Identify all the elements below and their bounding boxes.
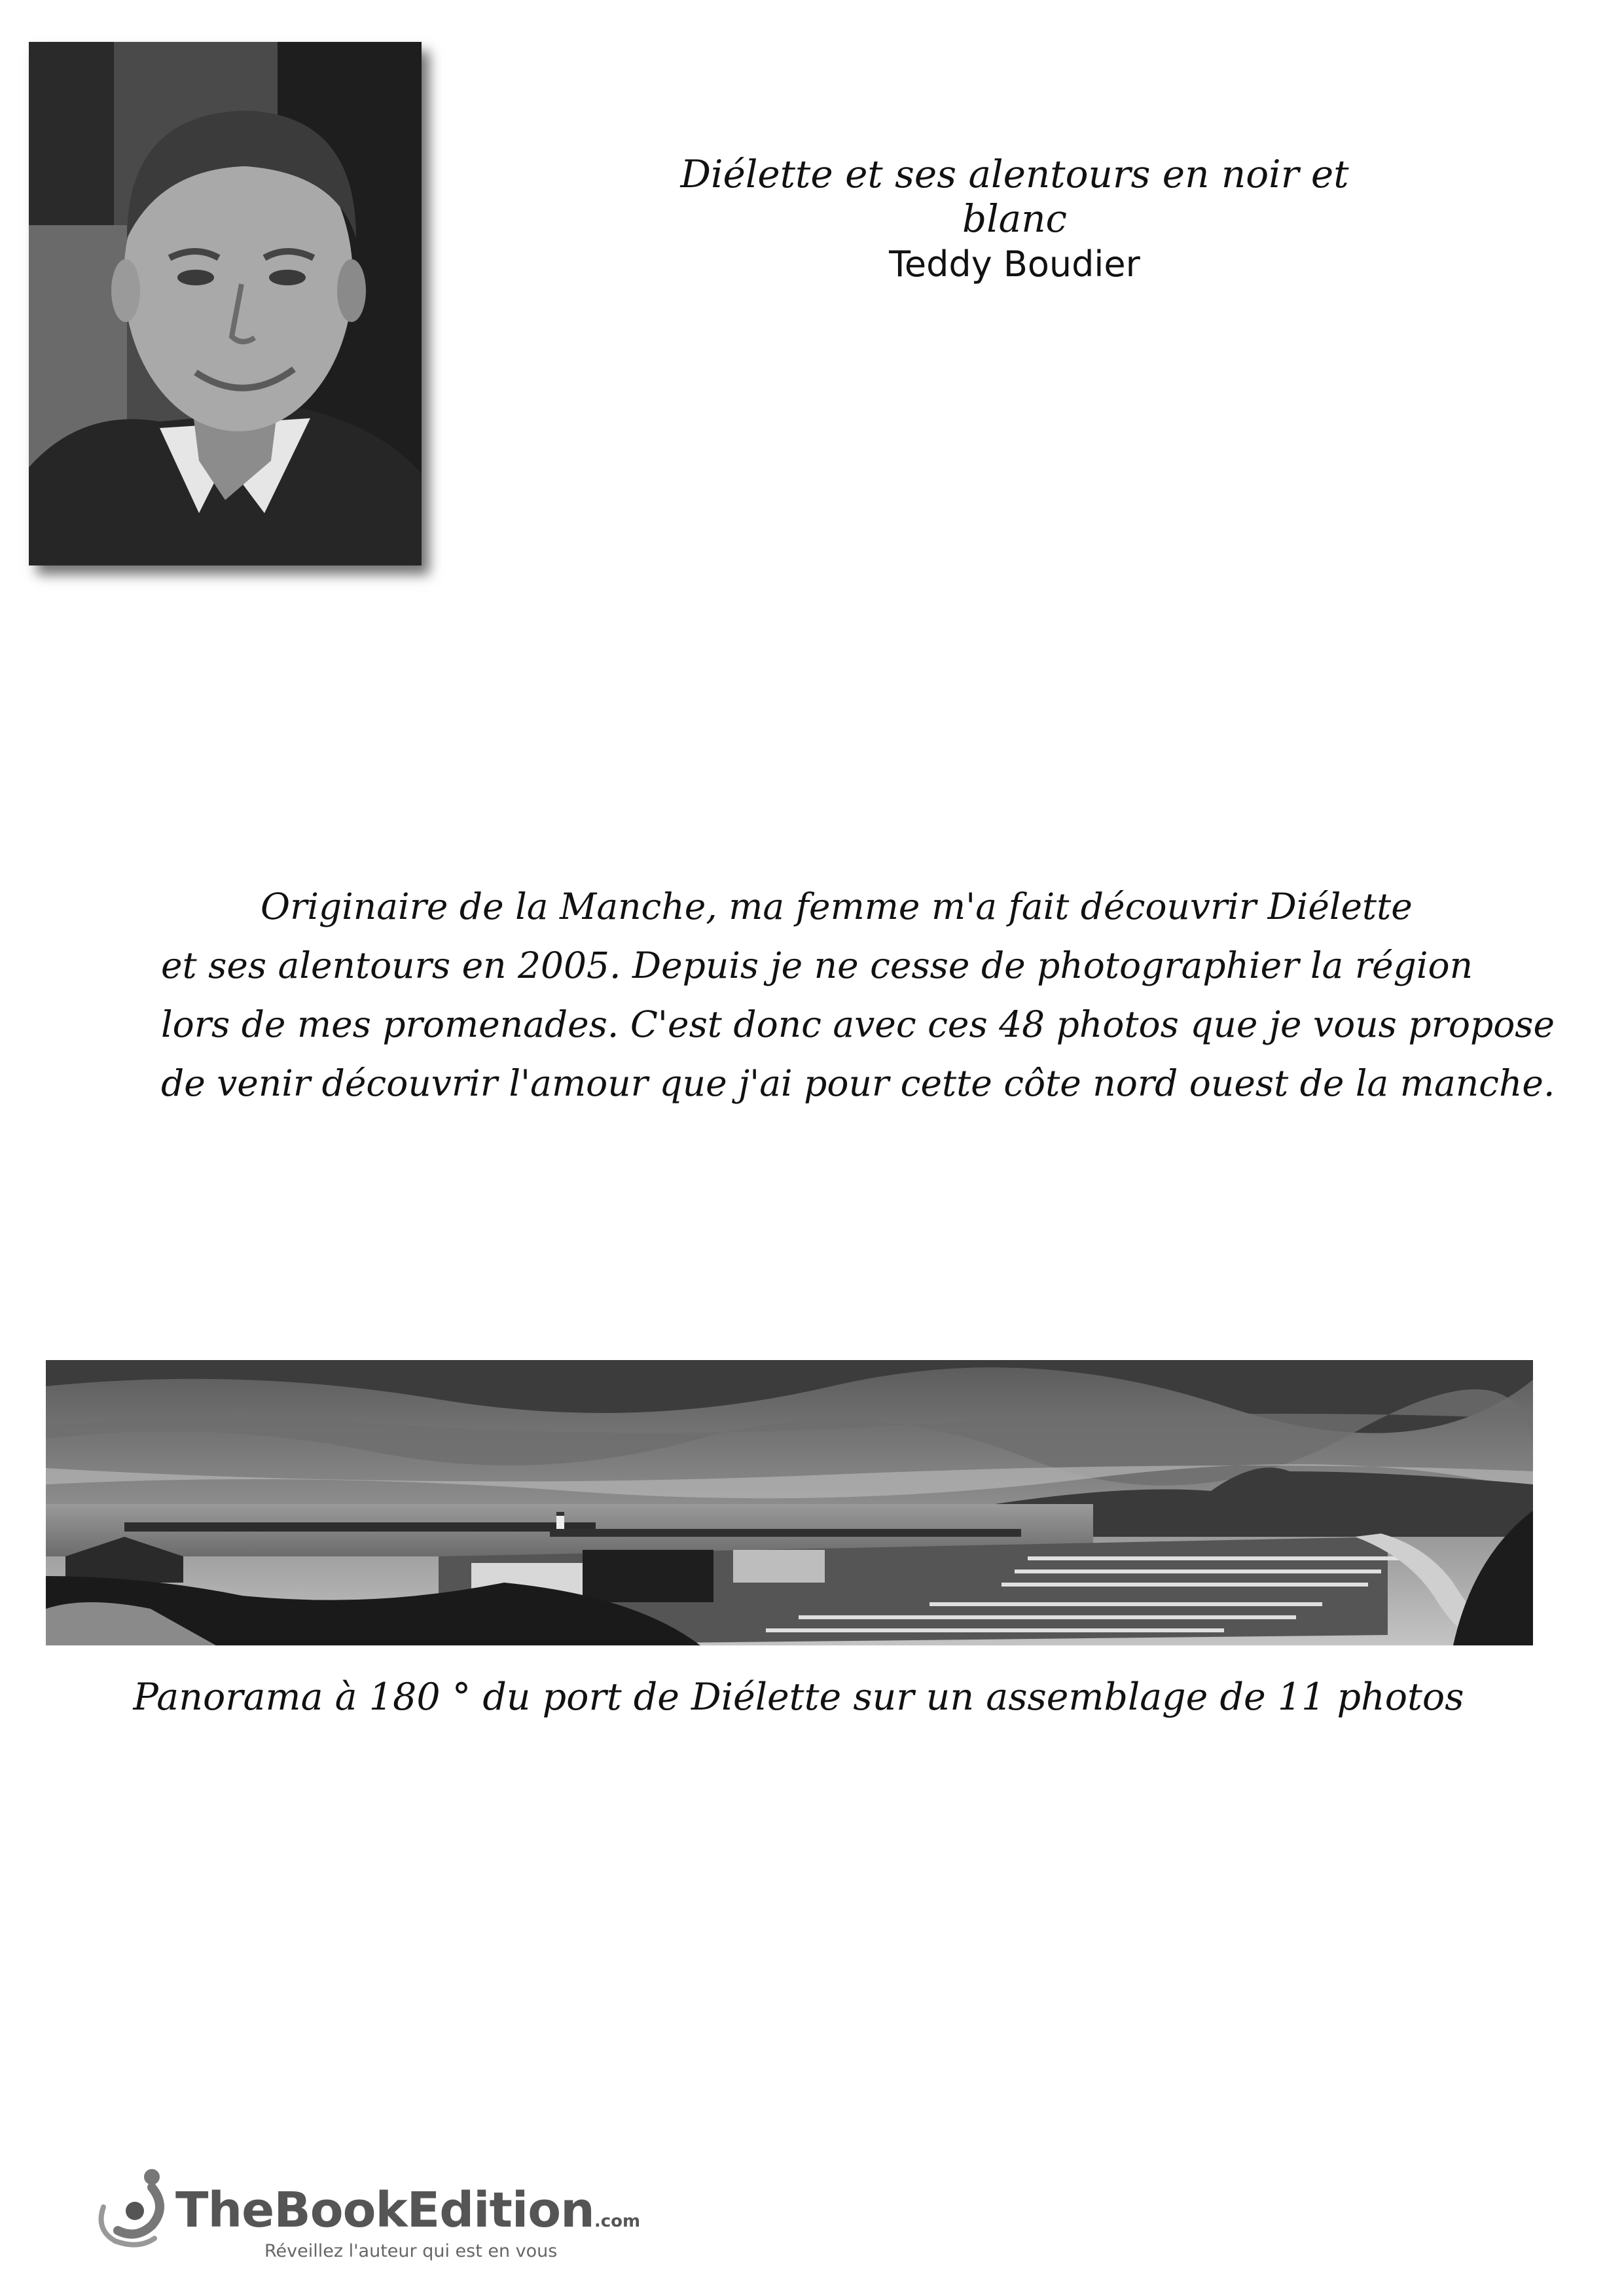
publisher-name-part-2: Book bbox=[274, 2182, 407, 2238]
publisher-name bbox=[175, 2182, 640, 2238]
author-name: Teddy Boudier bbox=[889, 243, 1140, 285]
intro-line: de venir découvrir l'amour que j'ai pour cette côte nord ouest de la manche. bbox=[161, 1062, 1555, 1104]
thebookedition-logo-icon bbox=[89, 2168, 173, 2251]
portrait-illustration bbox=[29, 42, 422, 565]
panorama-caption: Panorama à 180 ° du port de Diélette sur un assemblage de 11 photos bbox=[133, 1676, 1464, 1719]
publisher-domain-suffix: .com bbox=[594, 2212, 641, 2231]
intro-line: Originaire de la Manche, ma femme m'a fait découvrir Diélette bbox=[261, 886, 1413, 927]
intro-paragraph bbox=[161, 877, 1555, 1113]
intro-line: lors de mes promenades. C'est donc avec ces 48 photos que je vous propose bbox=[161, 1003, 1555, 1045]
panorama-illustration bbox=[46, 1360, 1533, 1645]
panorama-photo bbox=[46, 1360, 1533, 1645]
publisher-logo bbox=[89, 2168, 641, 2261]
author-portrait-photo bbox=[29, 42, 422, 565]
intro-line: et ses alentours en 2005. Depuis je ne cesse de photographier la région bbox=[161, 944, 1473, 986]
publisher-name-part-1: The bbox=[175, 2182, 274, 2238]
publisher-name-part-3: Edition bbox=[406, 2182, 594, 2238]
publisher-tagline: Réveillez l'auteur qui est en vous bbox=[264, 2241, 558, 2261]
book-title: Diélette et ses alentours en noir et blanc bbox=[680, 152, 1349, 241]
